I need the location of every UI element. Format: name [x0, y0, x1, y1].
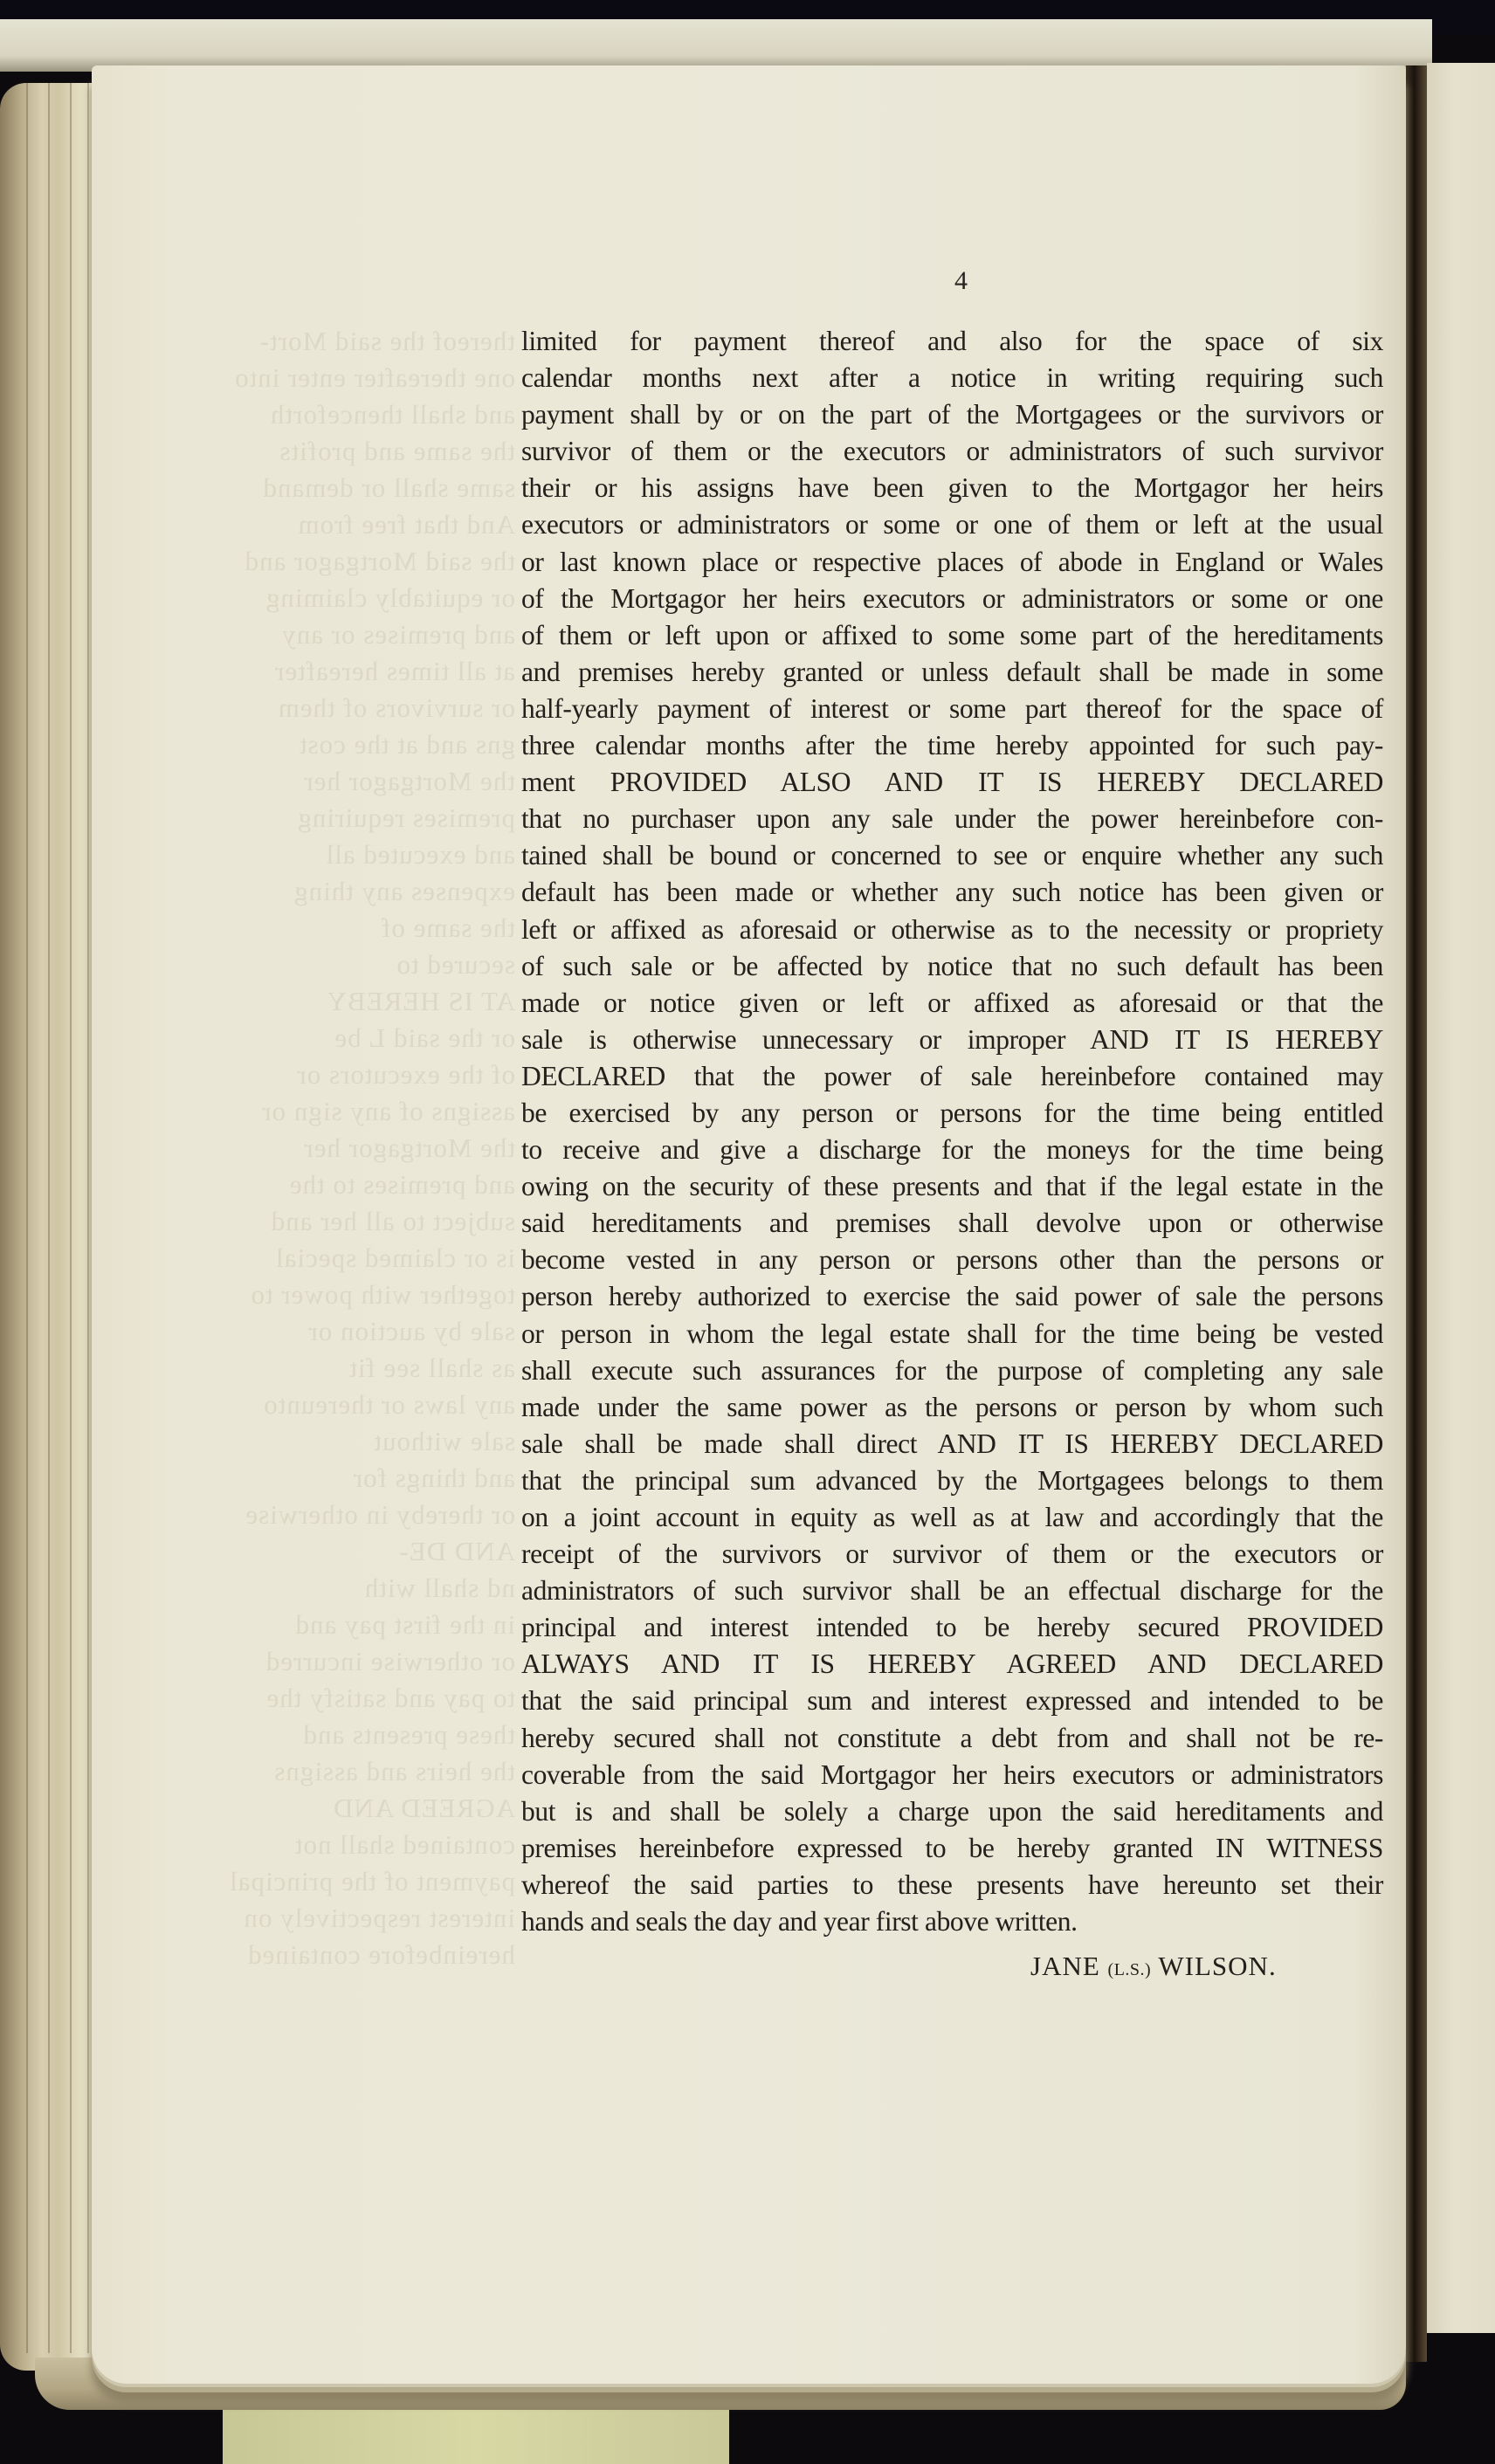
- page-stack-line: [87, 83, 89, 2353]
- show-through-line: and things for: [352, 1463, 515, 1493]
- show-through-line: AT IS HEREBY: [326, 986, 515, 1016]
- show-through-line: any laws or thereunto: [263, 1389, 515, 1420]
- text-line: three calendar months after the time hereby appointed for such pay-: [521, 730, 1383, 761]
- text-line: tained shall be bound or concerned to see or enquire whether any such: [521, 840, 1383, 871]
- show-through-line: or equitably claiming: [265, 582, 515, 613]
- show-through-line: contained shall not: [293, 1829, 515, 1860]
- text-line: that the principal sum advanced by the Mortgagees belongs to them: [521, 1464, 1383, 1496]
- show-through-line: subject to all her and: [270, 1206, 515, 1236]
- text-line: owing on the security of these presents and that if the legal estate in the: [521, 1171, 1383, 1202]
- show-through-line: sale without: [373, 1426, 515, 1456]
- text-line: sale shall be made shall direct AND IT IS HEREBY DECLARED: [521, 1428, 1383, 1459]
- show-through-line: payment of the principal: [229, 1866, 515, 1896]
- text-line: ment PROVIDED ALSO AND IT IS HEREBY DECLARED: [521, 767, 1383, 798]
- text-line: of such sale or be affected by notice that no such default has been: [521, 950, 1383, 981]
- show-through-line: together with power to: [250, 1279, 515, 1310]
- text-line: principal and interest intended to be hereby secured PROVIDED: [521, 1612, 1383, 1643]
- show-through-line: thereof the said Mort-: [258, 326, 515, 356]
- body-text: [521, 323, 1383, 1940]
- text-line: receipt of the survivors or survivor of them or the executors or: [521, 1538, 1383, 1570]
- text-line: administrators of such survivor shall be an effectual discharge for the: [521, 1575, 1383, 1607]
- text-line: to receive and give a discharge for the moneys for the time being: [521, 1134, 1383, 1166]
- show-through-line: same shall or demand: [262, 472, 515, 503]
- show-through-line: and premises or any: [281, 619, 515, 650]
- text-line: hands and seals the day and year first above written.: [521, 1906, 1078, 1937]
- text-line: calendar months next after a notice in writing requiring such: [521, 362, 1383, 394]
- text-line: their or his assigns have been given to the Mortgagor her heirs: [521, 472, 1383, 504]
- show-through-line: the heirs and assigns: [273, 1756, 515, 1786]
- show-through-line: and premises to the: [288, 1169, 515, 1200]
- text-line: or person in whom the legal estate shall for the time being be vested: [521, 1318, 1383, 1349]
- text-line: ALWAYS AND IT IS HEREBY AGREED AND DECLARED: [521, 1648, 1383, 1680]
- page-stack-line: [26, 83, 28, 2353]
- text-line: premises hereinbefore expressed to be hereby granted IN WITNESS: [521, 1832, 1383, 1863]
- text-line: and premises hereby granted or unless default shall be made in some: [521, 656, 1383, 687]
- page-stack-edge: [0, 83, 105, 2371]
- text-line: left or affixed as aforesaid or otherwise as to the necessity or propriety: [521, 913, 1383, 945]
- show-through-line: and shall thenceforth: [270, 399, 515, 430]
- text-line: made or notice given or left or affixed as aforesaid or that the: [521, 987, 1383, 1018]
- show-through-line: of the executors or: [296, 1059, 515, 1090]
- text-line: of them or left upon or affixed to some some part of the hereditaments: [521, 619, 1383, 650]
- facing-page: [1427, 63, 1495, 2333]
- text-line: executors or administrators or some or one of them or left at the usual: [521, 509, 1383, 540]
- text-line: be exercised by any person or persons for the time being entitled: [521, 1097, 1383, 1128]
- text-line: limited for payment thereof and also for the space of six: [521, 326, 1383, 356]
- text-line: default has been made or whether any such notice has been given or: [521, 877, 1383, 908]
- show-through-line: the Mortgagor her: [303, 766, 515, 796]
- text-line: but is and shall be solely a charge upon the said hereditaments and: [521, 1795, 1383, 1827]
- show-through-line: is or claimed special: [275, 1242, 515, 1273]
- show-through-line: or otherwise incurred: [265, 1646, 515, 1676]
- text-line: half-yearly payment of interest or some part thereof for the space of: [521, 692, 1383, 724]
- page-stack-line: [48, 83, 50, 2353]
- show-through-line: sale by auction or: [307, 1316, 515, 1346]
- text-line: hereby secured shall not constitute a debt from and shall not be re-: [521, 1722, 1383, 1753]
- text-line: shall execute such assurances for the purpose of completing any sale: [521, 1354, 1383, 1386]
- show-through-line: expenses any thing: [293, 876, 515, 906]
- show-through-line: And that free from: [297, 509, 515, 540]
- show-through-line: the said Mortgagor and: [244, 546, 515, 576]
- text-line: payment shall by or on the part of the Mortgagees or the survivors or: [521, 399, 1383, 430]
- show-through-line: in the first pay and: [294, 1609, 515, 1640]
- text-line: made under the same power as the persons or person by whom such: [521, 1391, 1383, 1422]
- show-through-line: interest respectively on: [243, 1903, 515, 1933]
- book-gutter: [1406, 65, 1427, 2362]
- text-line: of the Mortgagor her heirs executors or administrators or some or one: [521, 582, 1383, 614]
- text-line: coverable from the said Mortgagor her heirs executors or administrators: [521, 1759, 1383, 1790]
- show-through-line: hereinbefore contained: [247, 1939, 515, 1970]
- show-through-line: AND DE-: [398, 1536, 515, 1566]
- show-through-text: [201, 323, 515, 1973]
- show-through-line: the Mortgagor her: [303, 1132, 515, 1163]
- show-through-line: or thereby in otherwise: [245, 1499, 515, 1530]
- show-through-line: premises requiring: [297, 802, 515, 833]
- text-line: or last known place or respective places of abode in England or Wales: [521, 546, 1383, 577]
- show-through-line: or survivors of them: [277, 692, 515, 723]
- signature-first-name: JANE: [1030, 1951, 1100, 1981]
- show-through-line: the same of: [381, 912, 515, 943]
- show-through-line: nd shall with: [363, 1573, 515, 1603]
- text-line: become vested in any person or persons other than the persons or: [521, 1244, 1383, 1276]
- text-line: said hereditaments and premises shall devolve upon or otherwise: [521, 1208, 1383, 1239]
- text-line: on a joint account in equity as well as at law and accordingly that the: [521, 1502, 1383, 1532]
- show-through-line: one thereafter enter into: [234, 362, 515, 393]
- show-through-line: or the said L be: [334, 1022, 515, 1053]
- show-through-line: these presents and: [302, 1719, 515, 1750]
- show-through-line: and executed all: [325, 839, 515, 870]
- text-line: that the said principal sum and interest expressed and intended to be: [521, 1685, 1383, 1717]
- text-line: person hereby authorized to exercise the said power of sale the persons: [521, 1281, 1383, 1312]
- text-line: whereof the said parties to these presents have hereunto set their: [521, 1869, 1383, 1900]
- show-through-line: assigns of any sign or: [261, 1096, 515, 1126]
- show-through-line: to pay and satisfy the: [265, 1683, 515, 1713]
- text-line: that no purchaser upon any sale under the power hereinbefore con-: [521, 803, 1383, 835]
- page-number: 4: [954, 266, 968, 295]
- show-through-line: AGREED AND: [333, 1793, 515, 1823]
- show-through-line: the same and profits: [279, 436, 515, 466]
- show-through-line: gns and at the cost: [298, 729, 515, 760]
- show-through-line: at all times hereafter: [274, 656, 515, 686]
- text-line: sale is otherwise unnecessary or improper AND IT IS HEREBY: [521, 1023, 1383, 1055]
- text-line: DECLARED that the power of sale hereinbefore contained may: [521, 1060, 1383, 1091]
- underlying-sheet: [0, 19, 1432, 72]
- show-through-line: secured to: [396, 949, 515, 980]
- text-line: survivor of them or the executors or administrators of such survivor: [521, 436, 1383, 467]
- show-through-line: as shall see fit: [348, 1352, 515, 1383]
- page-stack-line: [70, 83, 72, 2353]
- signature-seal: (L.S.): [1107, 1960, 1152, 1979]
- signature: [1030, 1951, 1277, 1982]
- signature-last-name: WILSON.: [1158, 1951, 1277, 1981]
